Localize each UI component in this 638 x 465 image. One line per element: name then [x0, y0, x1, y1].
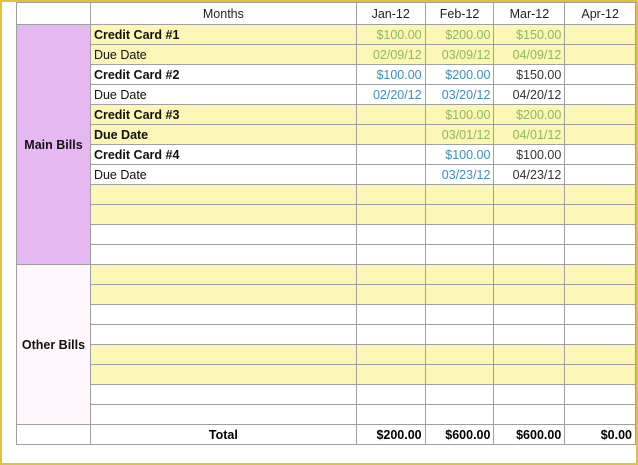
value-cell[interactable]: $200.00: [425, 25, 494, 45]
value-cell[interactable]: [565, 65, 636, 85]
value-cell[interactable]: [565, 225, 636, 245]
left-margin: [2, 2, 16, 463]
value-cell[interactable]: [356, 125, 425, 145]
table-row: [17, 285, 636, 305]
value-cell[interactable]: 02/20/12: [356, 85, 425, 105]
value-cell[interactable]: 04/09/12: [494, 45, 565, 65]
row-label[interactable]: [90, 345, 356, 365]
col-header-apr[interactable]: Apr-12: [565, 3, 636, 25]
value-cell[interactable]: $150.00: [494, 65, 565, 85]
value-cell[interactable]: [356, 245, 425, 265]
table-row: [17, 385, 636, 405]
value-cell[interactable]: [425, 345, 494, 365]
value-cell[interactable]: [425, 305, 494, 325]
value-cell[interactable]: [494, 365, 565, 385]
value-cell[interactable]: [494, 305, 565, 325]
row-label[interactable]: [90, 405, 356, 425]
row-label[interactable]: [90, 385, 356, 405]
value-cell[interactable]: $100.00: [425, 145, 494, 165]
value-cell[interactable]: [425, 405, 494, 425]
total-jan[interactable]: $200.00: [356, 425, 425, 445]
value-cell[interactable]: [425, 225, 494, 245]
value-cell[interactable]: [356, 325, 425, 345]
corner-cell: [17, 3, 91, 25]
bills-table: [16, 2, 636, 445]
value-cell[interactable]: [565, 305, 636, 325]
table-row: [17, 45, 636, 65]
row-label[interactable]: Credit Card #3: [90, 105, 356, 125]
row-label[interactable]: [90, 365, 356, 385]
value-cell[interactable]: [356, 225, 425, 245]
value-cell[interactable]: 04/01/12: [494, 125, 565, 145]
value-cell[interactable]: $100.00: [494, 145, 565, 165]
value-cell[interactable]: [494, 345, 565, 365]
months-header[interactable]: Months: [90, 3, 356, 25]
row-label[interactable]: Due Date: [90, 125, 356, 145]
section-main-bills: Main Bills: [17, 25, 91, 265]
value-cell[interactable]: [494, 245, 565, 265]
row-label[interactable]: [90, 285, 356, 305]
value-cell[interactable]: [356, 265, 425, 285]
value-cell[interactable]: [565, 265, 636, 285]
value-cell[interactable]: $200.00: [494, 105, 565, 125]
value-cell[interactable]: [494, 385, 565, 405]
value-cell[interactable]: [356, 165, 425, 185]
total-feb[interactable]: $600.00: [425, 425, 494, 445]
value-cell[interactable]: [565, 285, 636, 305]
value-cell[interactable]: 03/23/12: [425, 165, 494, 185]
value-cell[interactable]: 04/20/12: [494, 85, 565, 105]
table-row: [17, 265, 636, 285]
value-cell[interactable]: $100.00: [425, 105, 494, 125]
row-label[interactable]: [90, 225, 356, 245]
value-cell[interactable]: $100.00: [356, 25, 425, 45]
value-cell[interactable]: [565, 205, 636, 225]
section-other-bills: Other Bills: [17, 265, 91, 425]
value-cell[interactable]: [565, 365, 636, 385]
table-row: [17, 245, 636, 265]
value-cell[interactable]: [425, 325, 494, 345]
row-label[interactable]: [90, 185, 356, 205]
col-header-jan[interactable]: Jan-12: [356, 3, 425, 25]
value-cell[interactable]: [565, 245, 636, 265]
value-cell[interactable]: 03/01/12: [425, 125, 494, 145]
row-label[interactable]: Due Date: [90, 85, 356, 105]
table-row: [17, 305, 636, 325]
value-cell[interactable]: 04/23/12: [494, 165, 565, 185]
value-cell[interactable]: [425, 285, 494, 305]
table-row: [17, 65, 636, 85]
value-cell[interactable]: [565, 105, 636, 125]
value-cell[interactable]: 03/09/12: [425, 45, 494, 65]
value-cell[interactable]: [565, 125, 636, 145]
row-label[interactable]: [90, 305, 356, 325]
value-cell[interactable]: 02/09/12: [356, 45, 425, 65]
value-cell[interactable]: [565, 85, 636, 105]
value-cell[interactable]: [425, 365, 494, 385]
value-cell[interactable]: $200.00: [425, 65, 494, 85]
total-row: [17, 425, 636, 445]
row-label[interactable]: Credit Card #2: [90, 65, 356, 85]
row-label[interactable]: Credit Card #4: [90, 145, 356, 165]
table-row: [17, 145, 636, 165]
table-row: [17, 105, 636, 125]
value-cell[interactable]: [565, 385, 636, 405]
value-cell[interactable]: [565, 165, 636, 185]
value-cell[interactable]: [565, 405, 636, 425]
header-row: [17, 3, 636, 25]
value-cell[interactable]: [425, 245, 494, 265]
row-label[interactable]: [90, 265, 356, 285]
value-cell[interactable]: [356, 105, 425, 125]
row-label[interactable]: Due Date: [90, 45, 356, 65]
value-cell[interactable]: [356, 285, 425, 305]
value-cell[interactable]: [494, 325, 565, 345]
row-label[interactable]: [90, 245, 356, 265]
value-cell[interactable]: [494, 225, 565, 245]
row-label[interactable]: Credit Card #1: [90, 25, 356, 45]
table-row: [17, 85, 636, 105]
value-cell[interactable]: [494, 405, 565, 425]
table-row: [17, 205, 636, 225]
table-row: [17, 25, 636, 45]
table-row: [17, 325, 636, 345]
value-cell[interactable]: [565, 345, 636, 365]
table-row: [17, 185, 636, 205]
value-cell[interactable]: [565, 185, 636, 205]
value-cell[interactable]: [565, 325, 636, 345]
value-cell[interactable]: [356, 205, 425, 225]
row-label[interactable]: Due Date: [90, 165, 356, 185]
value-cell[interactable]: [425, 185, 494, 205]
table-row: [17, 405, 636, 425]
value-cell[interactable]: 03/20/12: [425, 85, 494, 105]
table-row: [17, 225, 636, 245]
col-header-feb[interactable]: Feb-12: [425, 3, 494, 25]
value-cell[interactable]: [356, 185, 425, 205]
value-cell[interactable]: [494, 285, 565, 305]
value-cell[interactable]: [356, 405, 425, 425]
value-cell[interactable]: [565, 145, 636, 165]
total-label[interactable]: Total: [90, 425, 356, 445]
total-apr[interactable]: $0.00: [565, 425, 636, 445]
value-cell[interactable]: [356, 385, 425, 405]
value-cell[interactable]: [425, 265, 494, 285]
row-label[interactable]: [90, 205, 356, 225]
value-cell[interactable]: [565, 45, 636, 65]
bills-body: [17, 25, 636, 425]
value-cell[interactable]: $100.00: [356, 65, 425, 85]
table-row: [17, 165, 636, 185]
value-cell[interactable]: [494, 265, 565, 285]
value-cell[interactable]: $150.00: [494, 25, 565, 45]
total-mar[interactable]: $600.00: [494, 425, 565, 445]
row-label[interactable]: [90, 325, 356, 345]
value-cell[interactable]: [356, 305, 425, 325]
col-header-mar[interactable]: Mar-12: [494, 3, 565, 25]
value-cell[interactable]: [356, 145, 425, 165]
value-cell[interactable]: [425, 385, 494, 405]
table-row: [17, 125, 636, 145]
value-cell[interactable]: [356, 345, 425, 365]
value-cell[interactable]: [425, 205, 494, 225]
value-cell[interactable]: [494, 185, 565, 205]
value-cell[interactable]: [356, 365, 425, 385]
value-cell[interactable]: [565, 25, 636, 45]
total-section-cell: [17, 425, 91, 445]
value-cell[interactable]: [494, 205, 565, 225]
table-row: [17, 365, 636, 385]
table-row: [17, 345, 636, 365]
